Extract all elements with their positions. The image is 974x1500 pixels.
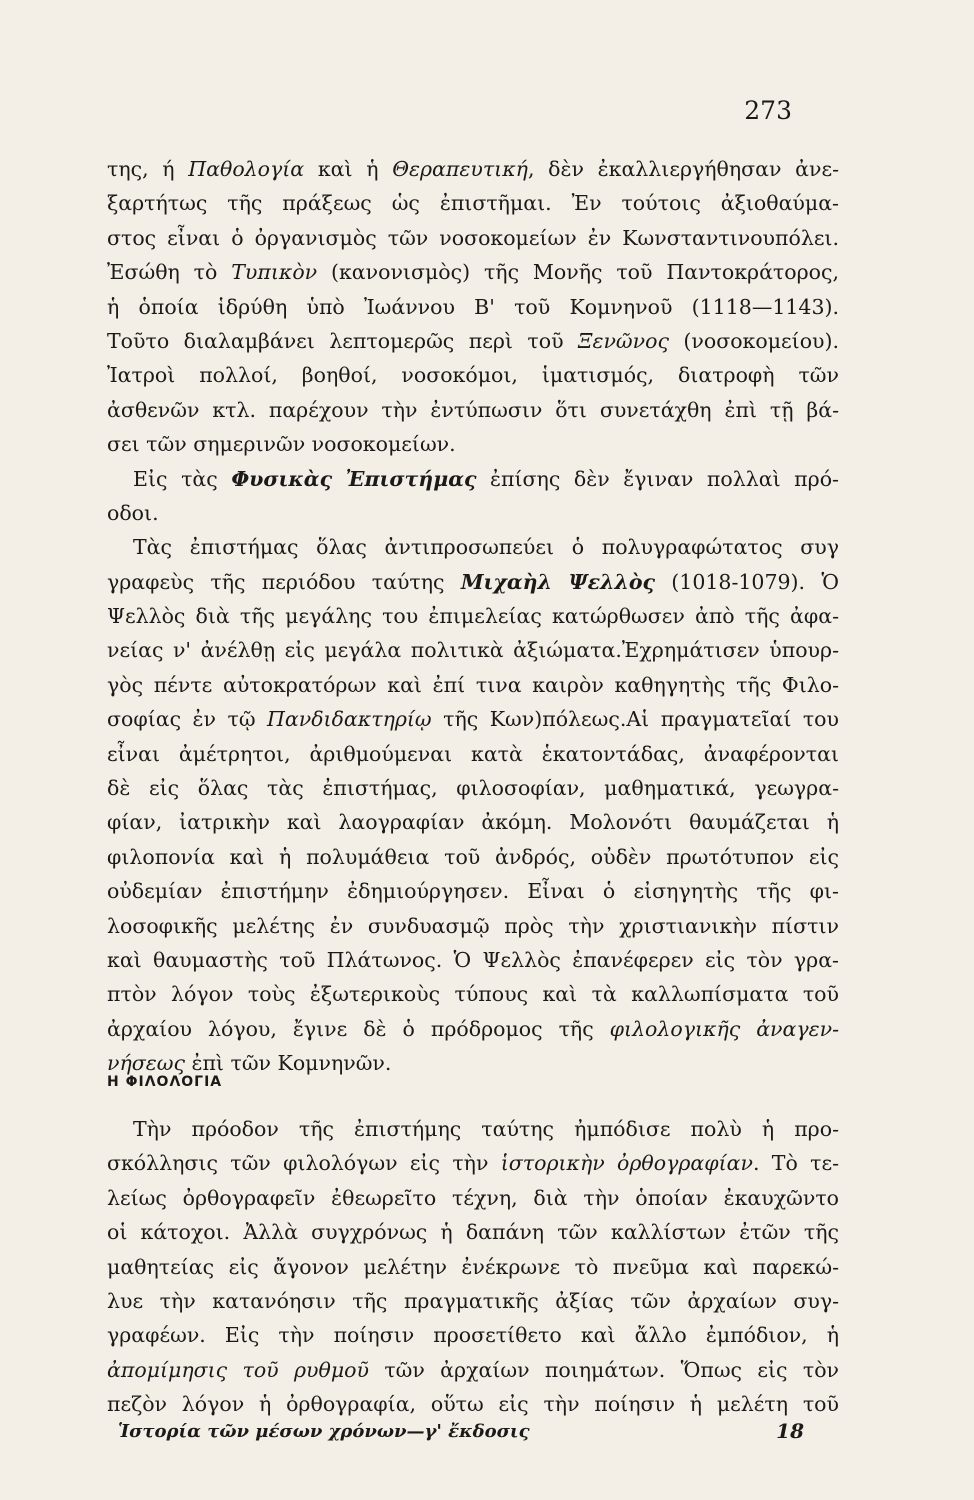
section-heading: Η ΦΙΛΟΛΟΓΙΑ — [107, 1074, 223, 1090]
italic-term: νήσεως — [107, 1051, 185, 1076]
text-line: εἶναι ἀμέτρητοι, ἀριθμούμεναι κατὰ ἑκατοντάδας, ἀναφέρονται — [107, 741, 839, 766]
text-line: Τὰς ἐπιστήμας ὅλας ἀντιπροσωπεύει ὁ πολυγραφώτατος συγ — [133, 535, 839, 560]
text-line: οἱ κάτοχοι. Ἀλλὰ συγχρόνως ἡ δαπάνη τῶν καλλίστων ἐτῶν τῆς — [107, 1220, 839, 1245]
text-line: ἀσθενῶν κτλ. παρέχουν τὴν ἐντύπωσιν ὅτι συνετάχθη ἐπὶ τῇ βά- — [107, 397, 839, 422]
paragraph-block-medicine-psellos — [107, 152, 839, 1081]
text-line: ἀπομίμησις τοῦ ρυθμοῦ τῶν ἀρχαίων ποιημάτων. Ὅπως εἰς τὸν — [107, 1357, 839, 1382]
paragraph-block-philology — [107, 1112, 839, 1422]
text-line: της, ή Παθολογία καὶ ἡ Θεραπευτική, δὲν ἐκαλλιεργήθησαν ἀνε- — [107, 157, 839, 181]
text-line: γὸς πέντε αὐτοκρατόρων καὶ ἐπί τινα καιρὸν καθηγητὴς τῆς Φιλο- — [107, 672, 839, 697]
text-line: φιλοπονία καὶ ἡ πολυμάθεια τοῦ ἀνδρός, οὐδὲν πρωτότυπον εἰς — [107, 844, 839, 869]
text-line: νείας ν' ἀνέλθῃ εἰς μεγάλα πολιτικὰ ἀξιώματα.Ἐχρημάτισεν ὑπουρ- — [107, 638, 839, 663]
footer-series-title: Ἱστορία τῶν μέσων χρόνων—γ' ἔκδοσις — [118, 1421, 530, 1442]
page-number: 273 — [744, 96, 792, 125]
text-line: Τοῦτο διαλαμβάνει λεπτομερῶς περὶ τοῦ Ξενῶνος (νοσοκομείου). — [107, 328, 839, 353]
text-line: λοσοφικῆς μελέτης ἐν συνδυασμῷ πρὸς τὴν χριστιανικὴν πίστιν — [107, 913, 839, 938]
text-line: γραφεὺς τῆς περιόδου ταύτης Μιχαὴλ Ψελλὸς (1018-1079). Ὁ — [107, 569, 839, 594]
italic-term: ἱστορικὴν ὀρθογραφίαν — [500, 1151, 753, 1176]
text-line: οὐδεμίαν ἐπιστήμην ἐδημιούργησεν. Εἶναι ὁ εἰσηγητὴς τῆς φι- — [107, 879, 839, 904]
text-line: οδοι. — [107, 500, 159, 525]
text-line: πτὸν λόγον τοὺς ἐξωτερικοὺς τύπους καὶ τὰ καλλωπίσματα τοῦ — [107, 982, 839, 1007]
emphasized-term: Ἐπιστήμας — [345, 466, 477, 491]
italic-term: Τυπικὸν — [231, 260, 318, 285]
text-line: στος εἶναι ὁ ὀργανισμὸς τῶν νοσοκομείων ἐν Κωνσταντινουπόλει. — [107, 225, 839, 250]
text-line: λείως ὀρθογραφεῖν ἐθεωρεῖτο τέχνη, διὰ τὴν ὁποίαν ἐκαυχῶντο — [107, 1185, 839, 1210]
text-line: γραφέων. Εἰς τὴν ποίησιν προσετίθετο καὶ ἄλλο ἐμπόδιον, ἡ — [107, 1323, 839, 1348]
italic-term: Παθολογία — [188, 157, 305, 181]
text-line: Εἰς τὰς Φυσικὰς Ἐπιστήμας ἐπίσης δὲν ἔγιναν πολλαὶ πρό- — [133, 466, 839, 491]
text-line: πεζὸν λόγον ἡ ὀρθογραφία, οὕτω εἰς τὴν ποίησιν ἡ μελέτη τοῦ — [107, 1392, 839, 1417]
italic-term: φιλολογικῆς ἀναγεν- — [609, 1016, 839, 1041]
italic-term: ἀπομίμησις τοῦ ρυθμοῦ — [107, 1357, 369, 1382]
text-line: Τὴν πρόοδον τῆς ἐπιστήμης ταύτης ἠμπόδισε πολὺ ἡ προ- — [133, 1117, 839, 1141]
italic-term: Θεραπευτική — [392, 157, 528, 181]
text-line: νήσεως ἐπὶ τῶν Κομνηνῶν. — [107, 1051, 392, 1076]
italic-term: Πανδιδακτηρίῳ — [267, 707, 432, 732]
text-line: μαθητείας εἰς ἄγονον μελέτην ἐνέκρωνε τὸ πνεῦμα καὶ παρεκώ- — [107, 1254, 839, 1279]
text-line: καὶ θαυμαστὴς τοῦ Πλάτωνος. Ὁ Ψελλὸς ἐπανέφερεν εἰς τὸν γρα- — [107, 947, 839, 972]
text-line: σοφίας ἐν τῷ Πανδιδακτηρίῳ τῆς Κων)πόλεως.Αἱ πραγματεῖαί του — [107, 707, 839, 732]
text-line: σει τῶν σημερινῶν νοσοκομείων. — [107, 432, 456, 457]
italic-term: Ξενῶνος — [578, 328, 669, 353]
text-line: ἀρχαίου λόγου, ἔγινε δὲ ὁ πρόδρομος τῆς φιλολογικῆς ἀναγεν- — [107, 1016, 839, 1041]
text-line: ἡ ὁποία ἱδρύθη ὑπὸ Ἰωάννου Β' τοῦ Κομνηνοῦ (1118—1143). — [107, 294, 839, 319]
text-line: φίαν, ἰατρικὴν καὶ λαογραφίαν ἀκόμη. Μολονότι θαυμάζεται ἡ — [107, 810, 839, 835]
text-line: Ἰατροὶ πολλοί, βοηθοί, νοσοκόμοι, ἱματισμός, διατροφὴ τῶν — [107, 363, 839, 388]
emphasized-term: Φυσικὰς — [231, 466, 333, 491]
text-line: ξαρτήτως τῆς πράξεως ὡς ἐπιστῆμαι. Ἐν τούτοις ἀξιοθαύμα- — [107, 191, 839, 216]
text-line: δὲ εἰς ὅλας τὰς ἐπιστήμας, φιλοσοφίαν, μαθηματικά, γεωγρα- — [107, 776, 839, 801]
text-line: σκόλλησις τῶν φιλολόγων εἰς τὴν ἱστορικὴν ὀρθογραφίαν. Τὸ τε- — [107, 1151, 839, 1176]
text-line: Ψελλὸς διὰ τῆς μεγάλης του ἐπιμελείας κατώρθωσεν ἀπὸ τῆς ἀφα- — [107, 604, 839, 629]
text-line: Ἐσώθη τὸ Τυπικὸν (κανονισμὸς) τῆς Μονῆς τοῦ Παντοκράτορος, — [107, 260, 839, 285]
emphasized-term: Μιχαὴλ Ψελλὸς — [460, 569, 655, 594]
signature-mark: 18 — [776, 1419, 804, 1443]
text-line: λυε τὴν κατανόησιν τῆς πραγματικῆς ἀξίας τῶν ἀρχαίων συγ- — [107, 1288, 839, 1313]
